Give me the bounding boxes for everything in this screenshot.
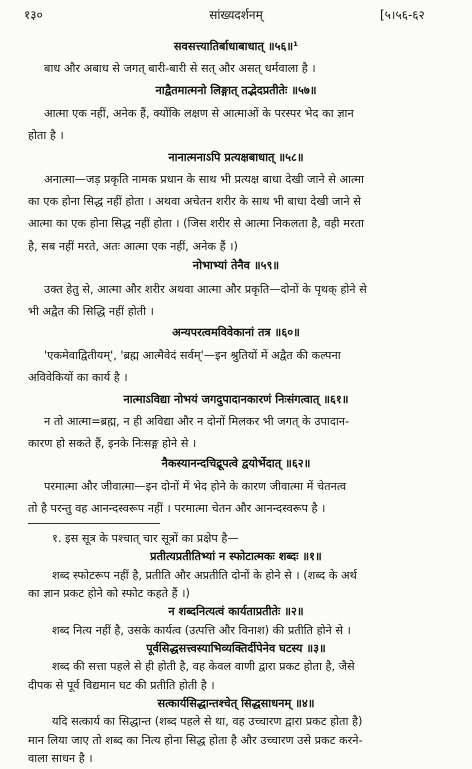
commentary-line: तो है परन्तु वह आनन्दस्वरूप नहीं । परमात्मा चेतन और आनन्दस्वरूप है । [28, 502, 326, 515]
footnote-line: मान लिया जाए तो शब्द का नित्य होना सिद्ध होता है और उच्चारण उसे प्रकट करने- [28, 734, 363, 747]
footnote-line: शब्द की सत्ता पहले से ही होती है, वह केवल वाणी द्वारा प्रकट होता है, जैसे [52, 660, 355, 673]
verse-range: [५।५६-६२ [380, 8, 425, 22]
footnote-sutra-4: सत्कार्यसिद्धान्तश्चेत् सिद्धसाधनम् ॥४॥ [157, 697, 315, 710]
sutra-61: नात्माऽविद्या नोभयं जगदुपादानकारणं निःसंगत्वात् ॥६१॥ [123, 393, 349, 406]
commentary-line: आत्मा का एक होना सिद्ध नहीं होता । (जिस शरीर से आत्मा निकलता है, वही मरता [28, 217, 364, 230]
commentary-line: भी अद्वैत की सिद्धि नहीं होती । [28, 305, 154, 318]
commentary-line: है, सब नहीं मरते, अतः आत्मा एक नहीं, अनेक हैं ।) [28, 240, 238, 253]
footnote-line: शब्द स्फोटरूप नहीं है, प्रतीति और अप्रतीति दोनों के होने से । (शब्द के अर्थ [52, 569, 357, 582]
commentary-line: अनात्मा—जड़ प्रकृति नामक प्रधान के साथ भी प्रत्यक्ष बाधा देखी जाने से आत्मा [44, 173, 364, 186]
sutra-57: नाद्वैतमात्मनो लिङ्गात् तद्भेदप्रतीतेः ॥५७॥ [155, 84, 317, 97]
commentary-line: आत्मा एक नहीं, अनेक हैं, क्योंकि लक्षण से आत्माओं के परस्पर भेद का ज्ञान [44, 107, 354, 120]
commentary-line: कारण हो सकते हैं, इनके निःसङ्ग होने से । [28, 437, 197, 450]
commentary-line: का एक होना सिद्ध नहीं होता । अथवा अचेतन शरीर के साथ भी बाधा देखी जाने से [28, 195, 361, 208]
footnote-line: का ज्ञान प्रकट होने को स्फोट कहते हैं ।) [28, 587, 190, 600]
page-number: १३० [24, 8, 43, 22]
commentary-line: 'एकमेवाद्वितीयम्', 'ब्रह्म आत्मैवेदं सर्वम्'—इन श्रुतियों में अद्वैत की कल्पना [44, 349, 341, 362]
sutra-56: सवसत्त्यातिर्बाधाबाधात् ॥५६॥¹ [173, 40, 299, 53]
footnote-line: यदि सत्कार्य का सिद्धान्त (शब्द पहले से था, वह उच्चारण द्वारा प्रकट होता है) [52, 715, 363, 728]
footnote-sutra-1: प्रतीत्यप्रतीतिभ्यां न स्फोटात्मकः शब्दः ॥१॥ [150, 550, 322, 563]
commentary-line: परमात्मा और जीवात्मा—इन दोनों में भेद होने के कारण जीवात्मा में चेतनत्व [44, 480, 347, 493]
commentary-line: न तो आत्मा=ब्रह्म, न ही अविद्या और न दोनों मिलकर भी जगत् के उपादान- [44, 415, 350, 428]
commentary-line: होता है । [28, 129, 64, 142]
sutra-62: नैकस्यानन्दचिद्रूपत्वे द्वयोर्भेदात् ॥६२॥ [161, 457, 311, 470]
commentary-line: उक्त हेतु से, आत्मा और शरीर अथवा आत्मा और प्रकृति—दोनों के पृथक् होने से [44, 283, 367, 296]
footnote-intro: १. इस सूत्र के पश्चात् चार सूत्रों का प्रक्षेप है— [52, 532, 239, 545]
sutra-58: नानात्मनाऽपि प्रत्यक्षबाधात् ॥५८॥ [168, 151, 304, 164]
footnote-sutra-3: पूर्वसिद्धसत्त्वस्याभिव्यक्तिर्दीपेनेव घटस्य ॥३॥ [146, 642, 326, 655]
footnote-line: वाला साधन है । [28, 752, 93, 765]
running-title: सांख्यदर्शनम् [209, 8, 263, 22]
commentary-line: अविवेकियों का कार्य है । [28, 371, 128, 384]
sutra-59: नोभाभ्यां तेनैव ॥५९॥ [192, 259, 280, 272]
footnote-sutra-2: न शब्दनित्यत्वं कार्यताप्रतीतेः ॥२॥ [168, 605, 304, 618]
commentary-line: बाध और अबाध से जगत् बारी-बारी से सत् और असत् धर्मवाला है । [44, 62, 316, 75]
footnote-line: शब्द नित्य नहीं है, उसके कार्यत्व (उत्पत्ति और विनाश) की प्रतीति होने से । [52, 624, 351, 637]
footnote-line: दीपक से पूर्व विद्यमान घट की प्रतीति होती है । [28, 679, 215, 692]
footnote-divider [28, 523, 160, 524]
sutra-60: अन्यपरत्वमविवेकानां तत्र ॥६०॥ [172, 326, 300, 339]
